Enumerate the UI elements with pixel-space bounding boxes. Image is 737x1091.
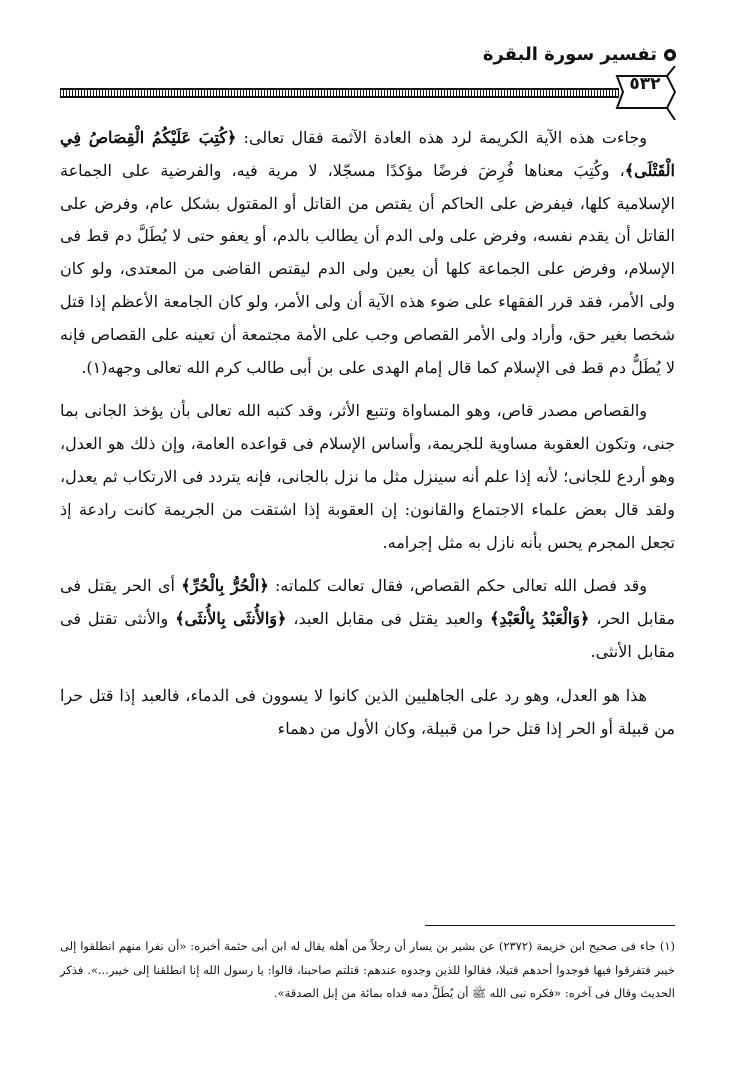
paragraph: [60, 680, 675, 746]
paragraph-text: أى الحر يقتل فى مقابل الحر،: [60, 576, 676, 629]
header-rule: [60, 88, 619, 98]
flower-ornament-icon: [663, 48, 677, 62]
paragraph-text: والعبد يقتل فى مقابل العبد،: [286, 609, 491, 629]
main-text: [60, 122, 675, 756]
quran-quote: ﴿وَالأُنثَى بِالأُنثَى﴾: [175, 609, 287, 629]
quran-quote: ﴿الْحُرُّ بِالْحُرِّ﴾: [181, 576, 269, 596]
paragraph-text: وجاءت هذه الآية الكريمة لرد هذه العادة الآثمة فقال تعالى:: [236, 128, 648, 147]
page-number: ٥٣٢: [629, 74, 661, 94]
paragraph-text: والقصاص مصدر قاص، وهو المساواة وتتبع الأثر، وقد كتبه الله تعالى بأن يؤخذ الجانى بما جنى، وتكون العقوبة مساوية للجريمة، وأساس الإسلام فى قواعده العامة، وإن ذلك هو العدل، وهو أردع للجانى؛ لأنه إذا علم أنه سينزل مثل ما نزل بالجانى، فإنه يتردد فى الارتكاب ثم يعدل، ولقد قال بعض علماء الاجتماع والقانون: إن العقوبة إذا اشتقت من الجريمة كانت رادعة إذ تجعل المجرم يحس بأنه نازل به مثل إجرامه.: [60, 401, 676, 552]
paragraph: [60, 122, 675, 384]
quran-quote: ﴿كُتِبَ عَلَيْكُمُ الْقِصَاصُ فِي الْقَتْلَى﴾: [60, 128, 675, 180]
book-title: تفسير سورة البقرة: [482, 44, 657, 65]
paragraph-text: والأنثى تقتل فى مقابل الأنثى.: [60, 609, 675, 661]
running-header: [60, 40, 677, 70]
footnote: (١) جاء فى صحيح ابن خزيمة (٢٣٧٢) عن بشير بن يسار أن رجلاً من أهله يقال له ابن أبى حثمة أخبره: «أن نفرا منهم انطلقوا إلى خيبر فتفرقوا فيها فوجدوا أحدهم قتيلا، فقالوا للذين وجدوه عندهم: قتلتم صاحبنا، قالوا: يا رسول الله إنا انطلقنا إلى خيبر...». فذكر الحديث وقال فى آخره: «فكره نبى الله ﷺ أن يُطَلَّ دمه فداه بمائة من إبل الصدقة».: [60, 939, 675, 1000]
paragraph: [60, 395, 675, 559]
paragraph-text: هذا هو العدل، وهو رد على الجاهليين الذين كانوا لا يسوون فى الدماء، فالعبد إذا قتل حرا من قبيلة أو الحر إذا قتل حرا من قبيلة، وكان الأول من دهماء: [60, 685, 675, 738]
paragraph: [60, 570, 675, 668]
paragraph-text: ، وكُتِبَ معناها فُرِضَ فرضًا مؤكدًا مسجّلا، لا مرية فيه، والفرضية على الجماعة الإسلامية كلها، فيفرض على الحاكم أن يقتص من القاتل أو المقتول بشكل عام، وفرض على القاتل أن يقدم نفسه، وفرض على ولى الدم أن يطالب بالدم، أو يعفو حتى لا يُطَلَّ دم قط فى الإسلام، وفرض على الجماعة كلها أن يعين ولى الدم ليقتص القاضى من المعتدى، ولو كان ولى الأمر، فقد قرر الفقهاء على ضوء هذه الآية أن ولى الأمر، ولو كان الجامعة الأعظم إذا قتل شخصا بغير حق، وأراد ولى الأمر القصاص وجب على الأمة مجتمعة أن تعينه على القصاص فإنه لا يُطَلُّ دم قط فى الإسلام كما قال إمام الهدى على بن أبى طالب كرم الله تعالى وجهه(١).: [60, 160, 675, 377]
quran-quote: ﴿وَالْعَبْدُ بِالْعَبْدِ﴾: [490, 609, 590, 629]
footnote-rule: [425, 925, 675, 926]
paragraph-text: وقد فصل الله تعالى حكم القصاص، فقال تعالت كلماته:: [268, 576, 648, 596]
